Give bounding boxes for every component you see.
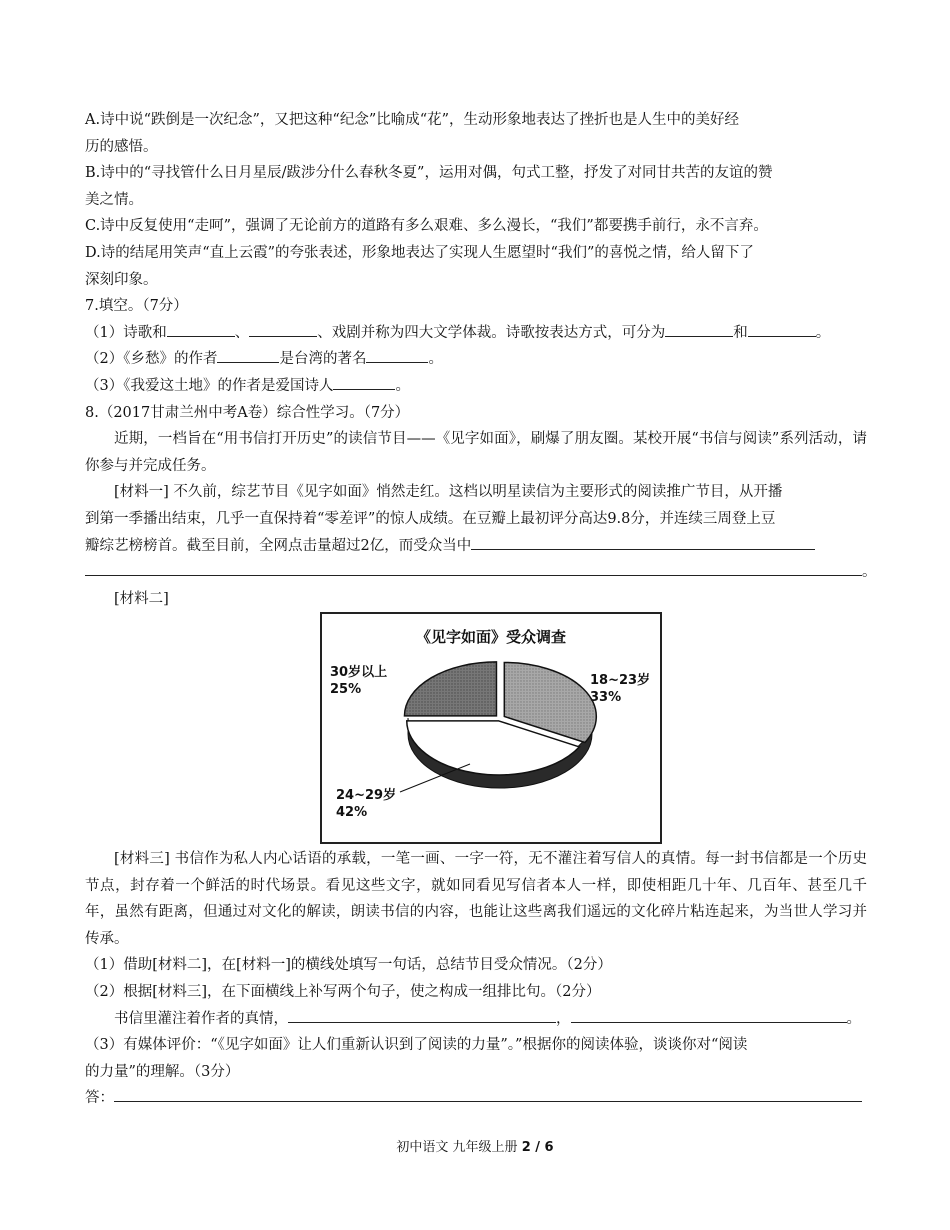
task-3-line1: （3）有媒体评价：“《见字如面》让人们重新认识到了阅读的力量”。”根据你的阅读体验，谈谈你对“阅读 <box>85 1037 748 1054</box>
answer-blank[interactable] <box>85 561 862 576</box>
material-2-label: [材料二] <box>114 590 169 607</box>
material-3: [材料三] 书信作为私人内心话语的承载，一笔一画、一字一符，无不灌注着写信人的真情。每一封书信都是一个历史节点，封存着一个鲜活的时代场景。看见这些文字，就如同看见写信者本人一样，即使相距几十年、几百年、甚至几千年，虽然有距离，但通过对文化的解读，朗读书信的内容，也能让这些离我们遥远的文化碎片粘连起来，为当世人学习并传承。 <box>85 851 867 947</box>
page-content <box>85 107 877 612</box>
option-b-line2: 美之情。 <box>85 191 143 208</box>
pie-slice-2 <box>404 662 496 716</box>
option-d-line1: D.诗的结尾用笑声“直上云霞”的夸张表述，形象地表达了实现人生愿望时“我们”的喜悦之情，给人留下了 <box>85 244 754 261</box>
footer-course: 初中语文 九年级上册 <box>396 1140 522 1155</box>
pie-label-24-29: 24~29岁 42% <box>336 788 397 820</box>
pie-label-18-23: 18~23岁 33% <box>590 673 651 705</box>
material-1-line4: 。 <box>85 559 867 586</box>
question-7-part-2: （2）《乡愁》的作者 是台湾的著名 。 <box>85 346 867 373</box>
option-d-line2: 深刻印象。 <box>85 271 158 288</box>
question-7-heading: 7.填空。（7分） <box>85 298 188 315</box>
answer-blank[interactable] <box>571 1008 847 1023</box>
option-c-line1: C.诗中反复使用“走呵”，强调了无论前方的道路有多么艰难、多么漫长，“我们”都要携手前行，永不言弃。 <box>85 218 768 235</box>
task-2: （2）根据[材料三]，在下面横线上补写两个句子，使之构成一组排比句。（2分） <box>85 983 601 1000</box>
chart-title: 《见字如面》受众调查 <box>415 628 566 646</box>
task-1: （1）借助[材料二]，在[材料一]的横线处填写一句话，总结节目受众情况。（2分） <box>85 957 612 974</box>
pie-label-30plus: 30岁以上 25% <box>330 665 388 697</box>
task-3-line2: 的力量”的理解。（3分） <box>85 1063 240 1080</box>
material-1-line3: 瓣综艺榜榜首。截至目前，全网点击量超过2亿，而受众当中 <box>85 533 867 560</box>
answer-blank[interactable] <box>114 1087 862 1102</box>
material-1-line2: 到第一季播出结束，几乎一直保持着“零差评”的惊人成绩。在豆瓣上最初评分高达9.8分，并连续三周登上豆 <box>85 510 776 527</box>
page-content-lower <box>85 846 867 1112</box>
answer-line: 答： <box>85 1085 867 1112</box>
fill-blank[interactable] <box>167 320 235 337</box>
material-1-line1: [材料一] 不久前，综艺节目《见字如面》悄然走红。这档以明星读信为主要形式的阅读推广节目，从开播 <box>114 484 783 501</box>
page-footer <box>0 1136 950 1155</box>
audience-pie-chart <box>320 612 662 844</box>
question-8-heading: 8.（2017甘肃兰州中考A卷）综合性学习。（7分） <box>85 404 410 421</box>
answer-blank[interactable] <box>471 535 815 550</box>
answer-blank[interactable] <box>288 1008 556 1023</box>
option-a-line1: A.诗中说“跌倒是一次纪念”，又把这种“纪念”比喻成“花”，生动形象地表达了挫折也是人生中的美好经 <box>85 112 740 128</box>
option-b-line1: B.诗中的“寻找管什么日月星辰/跋涉分什么春秋冬夏”，运用对偶，句式工整，抒发了对同甘共苦的友谊的赞 <box>85 165 773 182</box>
fill-blank[interactable] <box>217 346 279 363</box>
fill-blank[interactable] <box>366 346 428 363</box>
option-a-line2: 历的感悟。 <box>85 138 158 155</box>
task-2-sentence: 书信里灌注着作者的真情， ， 。 <box>85 1006 867 1033</box>
fill-blank[interactable] <box>665 320 733 337</box>
question-7-part-1: （1）诗歌和 、 、戏剧并称为四大文学体裁。诗歌按表达方式，可分为 和 。 <box>85 320 867 347</box>
fill-blank[interactable] <box>748 320 816 337</box>
fill-blank[interactable] <box>333 373 395 390</box>
question-7-part-3: （3）《我爱这土地》的作者是爱国诗人 。 <box>85 373 867 400</box>
question-8-intro: 近期，一档旨在“用书信打开历史”的读信节目——《见字如面》，刷爆了朋友圈。某校开展“书信与阅读”系列活动，请你参与并完成任务。 <box>85 431 867 474</box>
fill-blank[interactable] <box>249 320 317 337</box>
footer-page-number: 2 / 6 <box>521 1140 554 1155</box>
